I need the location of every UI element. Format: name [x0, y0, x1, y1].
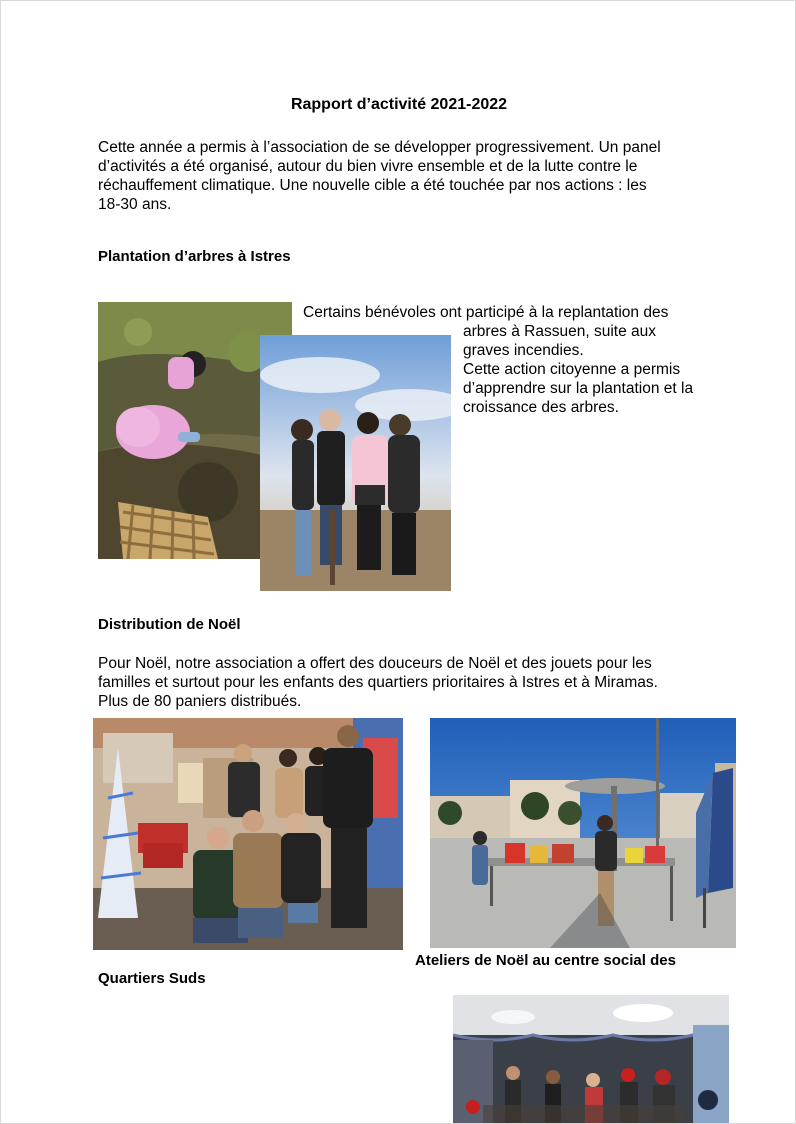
intro-paragraph — [98, 138, 661, 214]
caption-quartiers: Quartiers Suds — [98, 970, 206, 987]
intro-line: d’activités a été organisé, autour du bien vivre ensemble et de la lutte contre le — [98, 158, 638, 175]
section-heading-noel: Distribution de Noël — [98, 616, 241, 633]
plantation-line: croissance des arbres. — [463, 399, 619, 416]
plantation-line: Certains bénévoles ont participé à la replantation des — [303, 304, 669, 321]
noel-line: familles et surtout pour les enfants des quartiers prioritaires à Istres et à Miramas. — [98, 674, 658, 691]
photo-christmas-workshop — [453, 995, 729, 1124]
intro-line: réchauffement climatique. Une nouvelle cible a été touchée par nos actions : les — [98, 177, 647, 194]
plantation-line: graves incendies. — [463, 342, 584, 359]
caption-ateliers: Ateliers de Noël au centre social des — [415, 952, 676, 969]
photo-outdoor-distribution — [430, 718, 736, 948]
photo-volunteers-group — [260, 335, 451, 591]
plantation-line: Cette action citoyenne a permis — [463, 361, 681, 378]
photo-christmas-group — [93, 718, 403, 950]
section-heading-plantation: Plantation d’arbres à Istres — [98, 248, 291, 265]
noel-paragraph — [98, 654, 658, 711]
plantation-line: d’apprendre sur la plantation et la — [463, 380, 694, 397]
intro-line: Cette année a permis à l’association de se développer progressivement. Un panel — [98, 139, 661, 156]
plantation-line: arbres à Rassuen, suite aux — [463, 323, 656, 340]
noel-line: Pour Noël, notre association a offert des douceurs de Noël et des jouets pour les — [98, 655, 652, 672]
plantation-description-cont — [463, 322, 693, 417]
noel-line: Plus de 80 paniers distribués. — [98, 693, 302, 710]
intro-line: 18-30 ans. — [98, 196, 172, 213]
plantation-description — [303, 303, 668, 322]
page-title: Rapport d’activité 2021-2022 — [290, 96, 508, 113]
